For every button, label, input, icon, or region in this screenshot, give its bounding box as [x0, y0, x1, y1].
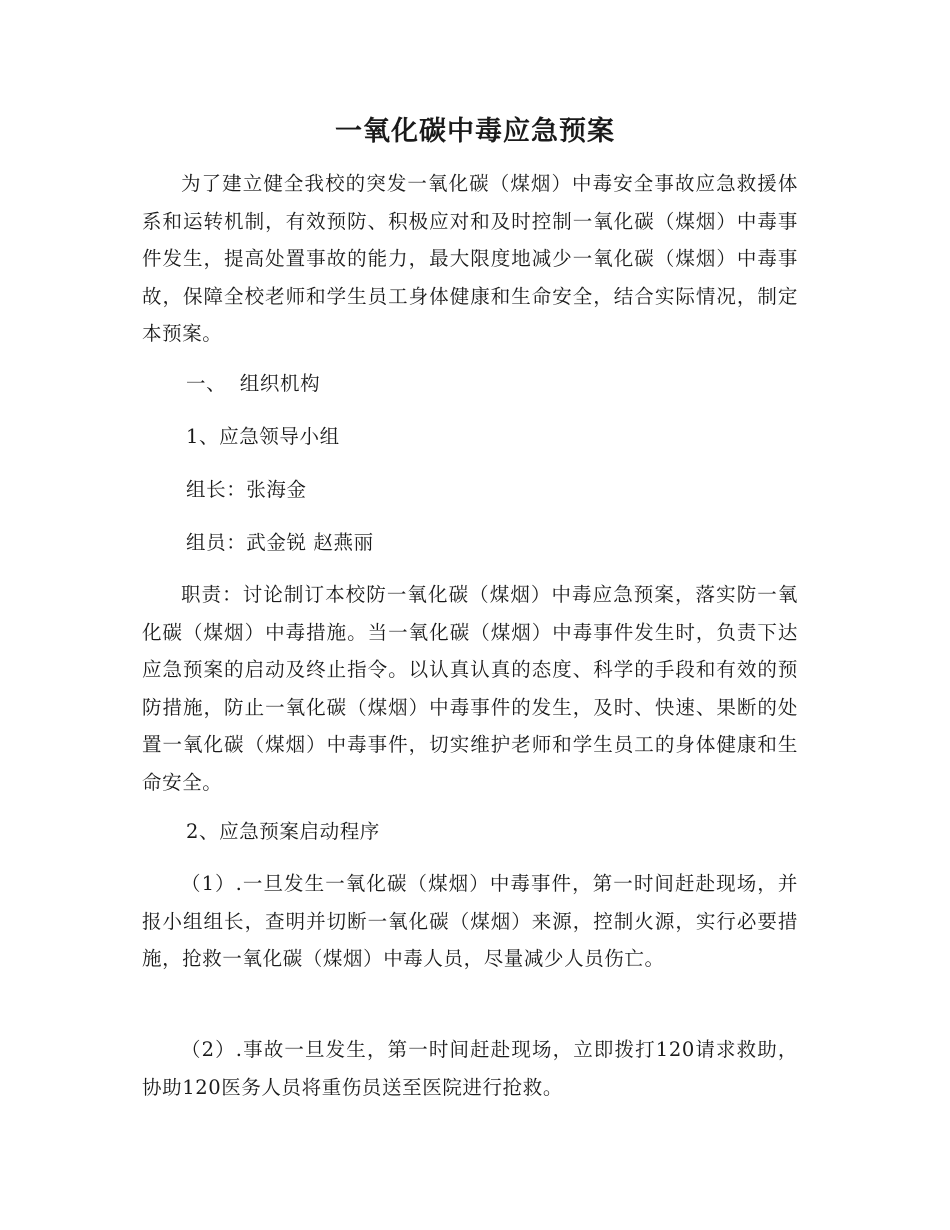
procedure-step-1: （1）.一旦发生一氧化碳（煤烟）中毒事件，第一时间赶赴现场，并报小组组长，查明并切断一氧化碳（煤烟）来源，控制火源，实行必要措施，抢救一氧化碳（煤烟）中毒人员，尽量减少人员伤亡。: [142, 872, 798, 970]
group-leader-line: 组长：张海金: [186, 478, 307, 501]
intro-paragraph: 为了建立健全我校的突发一氧化碳（煤烟）中毒安全事故应急救援体系和运转机制，有效预防、积极应对和及时控制一氧化碳（煤烟）中毒事件发生，提高处置事故的能力，最大限度地减少一氧化碳（煤烟）中毒事故，保障全校老师和学生员工身体健康和生命安全，结合实际情况，制定本预案。: [142, 172, 798, 345]
section-heading-organization: 一、 组织机构: [186, 372, 321, 395]
document-title: 一氧化碳中毒应急预案: [335, 116, 615, 147]
group-members-line: 组员：武金锐 赵燕丽: [186, 531, 374, 554]
subsection-heading-leadership-group: 1、应急领导小组: [186, 425, 340, 448]
subsection-heading-startup-procedure: 2、应急预案启动程序: [186, 820, 380, 843]
procedure-step-2: （2）.事故一旦发生，第一时间赶赴现场，立即拨打120请求救助，协助120医务人员将重伤员送至医院进行抢救。: [142, 1038, 798, 1099]
duties-paragraph: 职责：讨论制订本校防一氧化碳（煤烟）中毒应急预案，落实防一氧化碳（煤烟）中毒措施。当一氧化碳（煤烟）中毒事件发生时，负责下达应急预案的启动及终止指令。以认真认真的态度、科学的手段和有效的预防措施，防止一氧化碳（煤烟）中毒事件的发生，及时、快速、果断的处置一氧化碳（煤烟）中毒事件，切实维护老师和学生员工的身体健康和生命安全。: [142, 583, 798, 794]
